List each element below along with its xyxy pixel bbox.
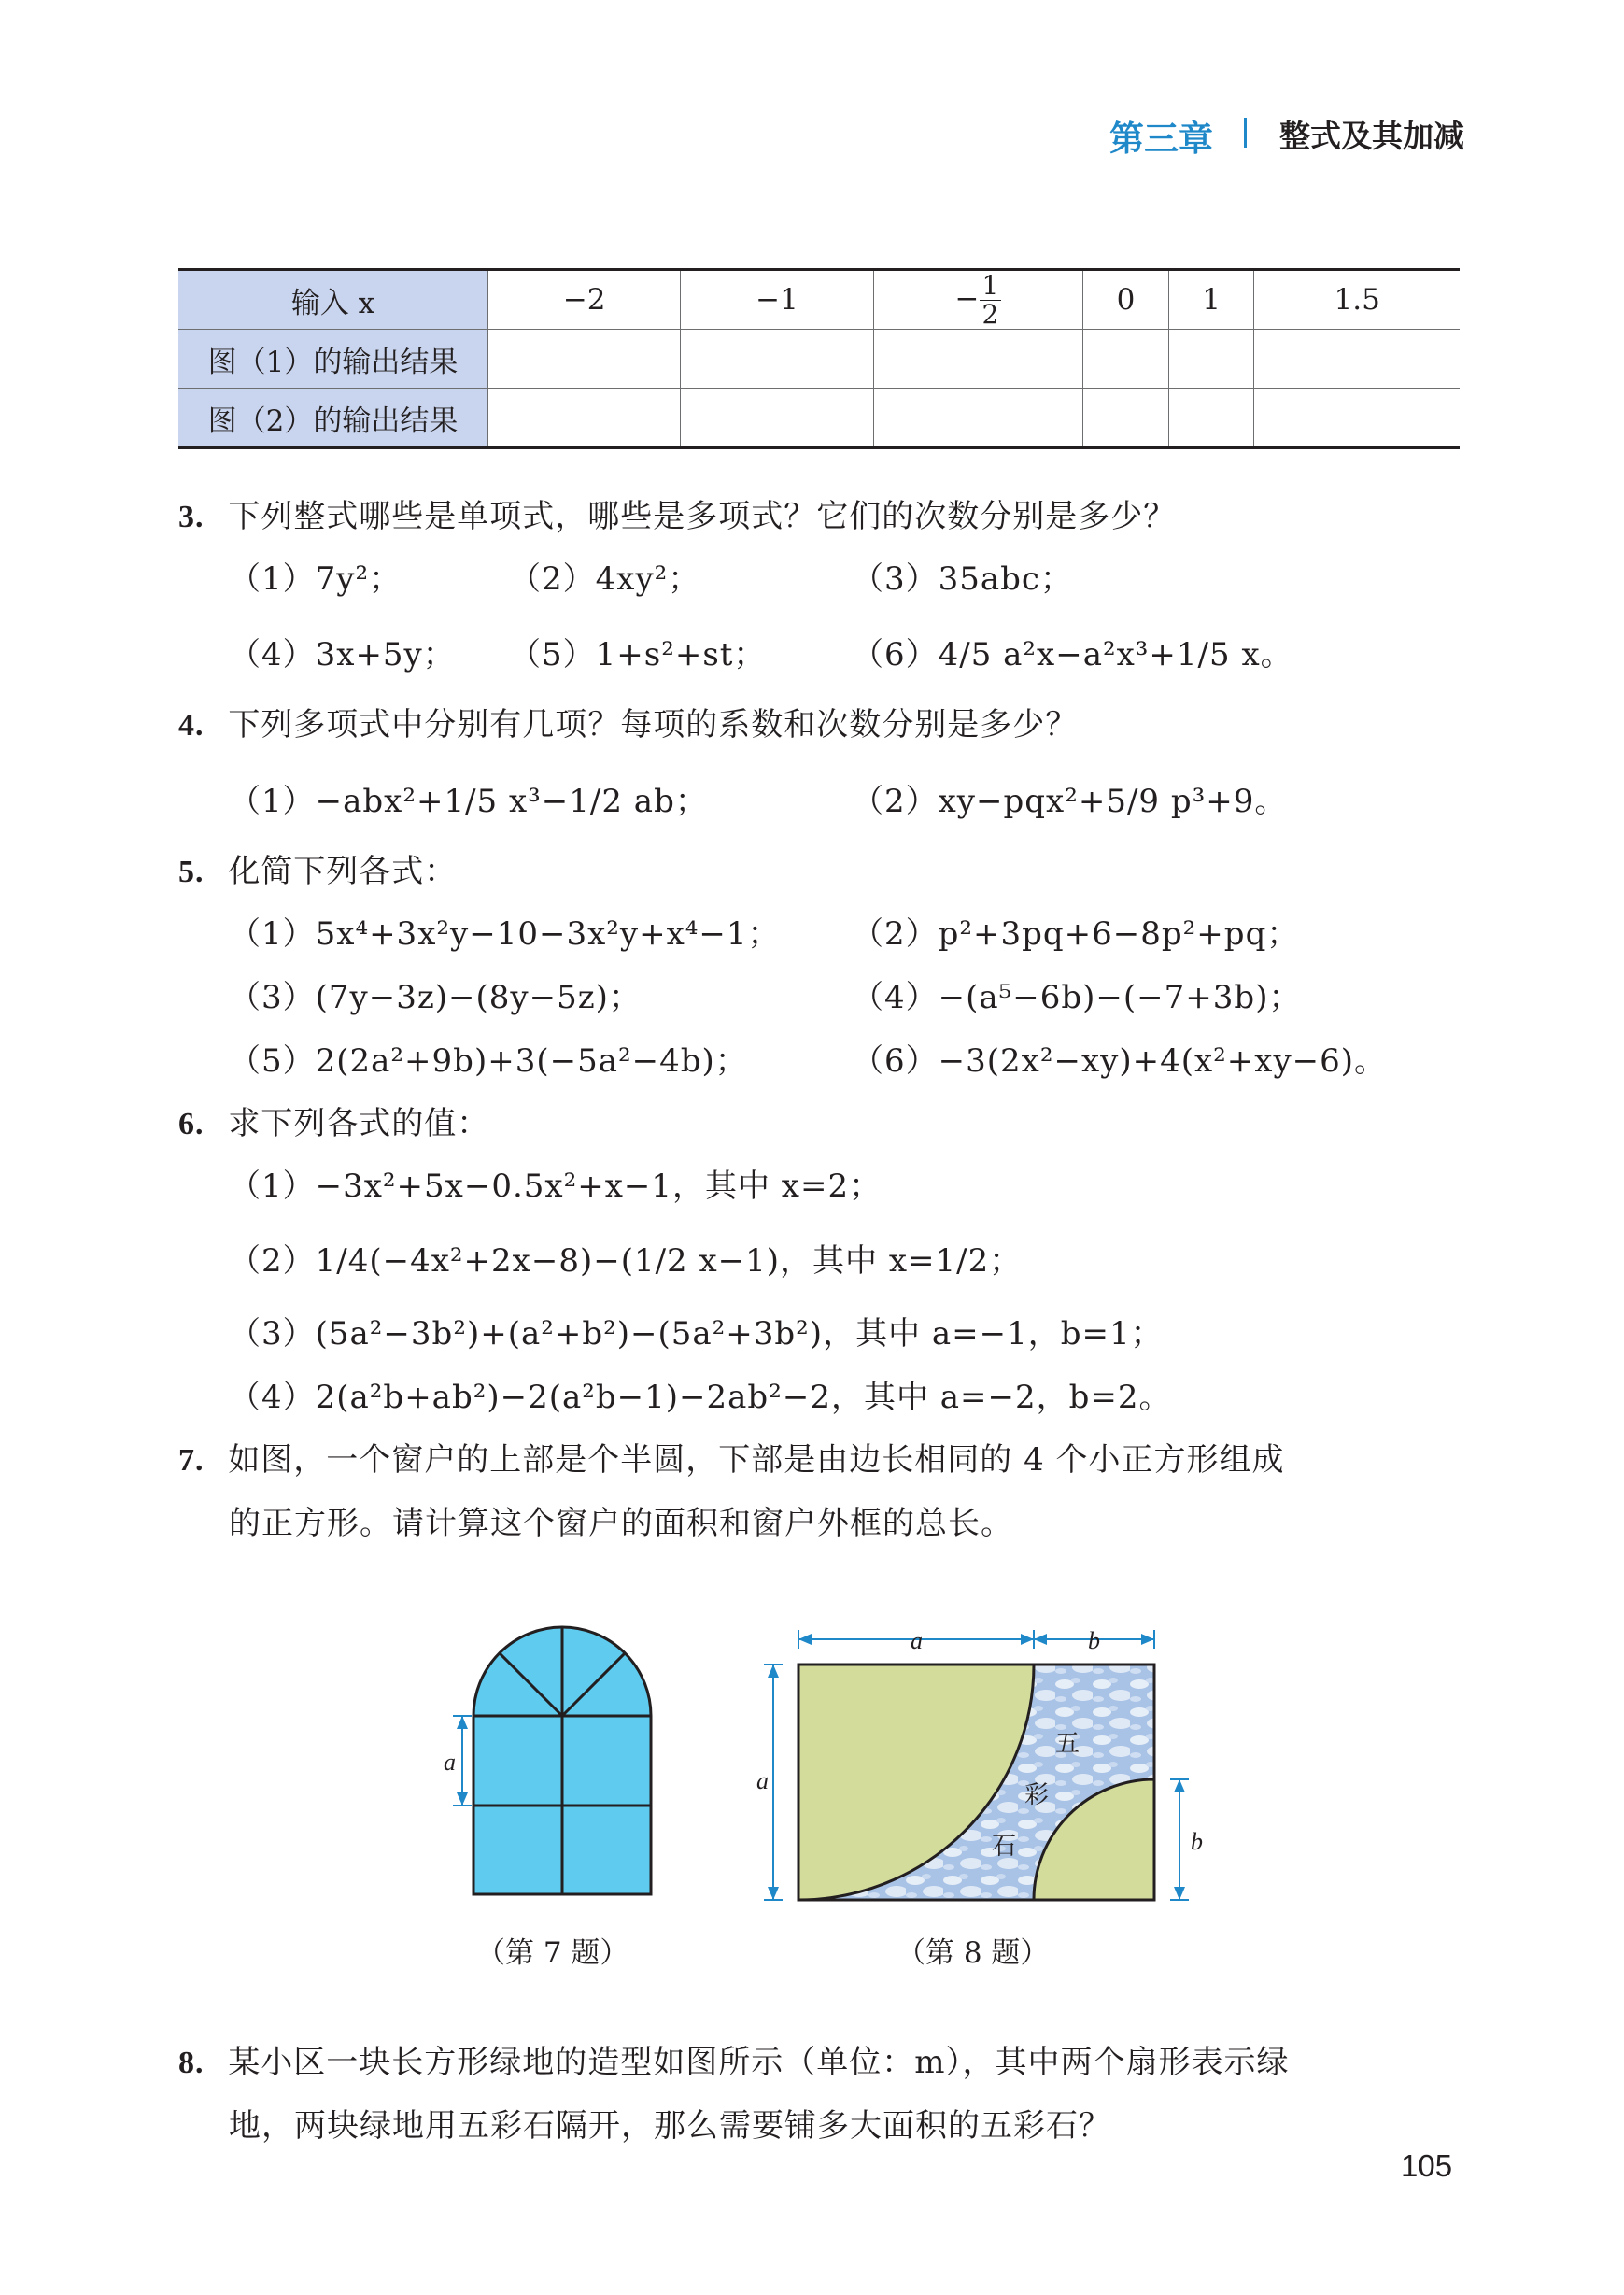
q4-item: （1）−abx²+1/5 x³−1/2 ab； — [229, 783, 708, 820]
q6-item: （1）−3x²+5x−0.5x²+x−1，其中 x=2； — [229, 1168, 883, 1205]
q3-item: （5）1+s²+st； — [509, 636, 767, 673]
stone-label-char: 彩 — [1024, 1781, 1050, 1809]
table-header-row — [178, 270, 1460, 330]
table-row-label: 图（2）的输出结果 — [178, 389, 488, 448]
question-text: 某小区一块长方形绿地的造型如图所示（单位：m），其中两个扇形表示绿 — [228, 2044, 1290, 2081]
table-cell-input: 1.5 — [1254, 270, 1460, 330]
arrow-up-icon — [1174, 1779, 1185, 1792]
question-text: 如图，一个窗户的上部是个半圆，下部是由边长相同的 4 个小正方形组成 — [228, 1441, 1285, 1479]
arrow-right-icon — [1141, 1634, 1154, 1645]
q5-item: （3）(7y−3z)−(8y−5z)； — [229, 979, 642, 1016]
input-label: 输入 x — [290, 286, 375, 320]
question-number: 8. — [178, 2046, 205, 2080]
arrow-down-icon — [457, 1792, 468, 1806]
fraction-numerator: 1 — [980, 273, 1002, 301]
question-number: 4. — [178, 708, 205, 743]
dimension-label-a: a — [444, 1749, 456, 1776]
q6-item: （2）1/4(−4x²+2x−8)−(1/2 x−1)，其中 x=1/2； — [229, 1242, 1023, 1280]
dimension-label-b: b — [1088, 1627, 1100, 1654]
dimension-label-a: a — [756, 1767, 769, 1794]
q5-item: （6）−3(2x²−xy)+4(x²+xy−6)。 — [852, 1042, 1388, 1080]
arrow-right-icon — [1021, 1634, 1034, 1645]
arrow-left-icon — [1034, 1634, 1047, 1645]
q3-item: （6）4/5 a²x−a²x³+1/5 x。 — [852, 636, 1293, 673]
fraction-denominator: 2 — [981, 298, 999, 330]
question-text-continued: 的正方形。请计算这个窗户的面积和窗户外框的总长。 — [229, 1505, 1013, 1542]
arrow-up-icon — [457, 1716, 468, 1729]
table-row — [178, 389, 1460, 448]
q3-item: （1）7y²； — [229, 560, 402, 598]
table-header-label — [178, 270, 488, 330]
arrow-down-icon — [1174, 1887, 1185, 1900]
window-figure — [439, 1611, 663, 1910]
dimension-label-b: b — [1191, 1828, 1203, 1855]
table-cell-empty — [1083, 330, 1169, 389]
question-number: 3. — [178, 500, 205, 534]
table-cell-input: 1 — [1168, 270, 1254, 330]
fraction-sign: − — [954, 281, 980, 316]
question-7 — [178, 1434, 1285, 1480]
q3-item: （2）4xy²； — [509, 560, 701, 598]
question-text: 下列整式哪些是单项式，哪些是多项式？它们的次数分别是多少？ — [228, 498, 1177, 535]
question-8 — [178, 2036, 1290, 2082]
stone-label-char: 五 — [1055, 1730, 1080, 1758]
q4-item: （2）xy−pqx²+5/9 p³+9。 — [852, 783, 1288, 820]
q6-item: （3）(5a²−3b²)+(a²+b²)−(5a²+3b²)，其中 a=−1，b=1； — [229, 1315, 1164, 1353]
table-cell-empty — [1168, 330, 1254, 389]
question-number: 5. — [178, 855, 205, 889]
question-text: 化简下列各式： — [228, 853, 458, 890]
fraction — [980, 269, 1002, 330]
table-cell-input: −2 — [488, 270, 681, 330]
arrow-down-icon — [768, 1887, 779, 1900]
header-divider — [1244, 118, 1247, 148]
question-number: 7. — [178, 1443, 205, 1478]
q5-item: （1）5x⁴+3x²y−10−3x²y+x⁴−1； — [229, 915, 781, 953]
table-cell-input-fraction — [873, 270, 1083, 330]
table-cell-input: −1 — [681, 270, 873, 330]
io-table — [178, 268, 1460, 449]
figure-7-caption: （第 7 题） — [476, 1936, 629, 1970]
table-cell-empty — [1254, 389, 1460, 448]
arrow-left-icon — [798, 1634, 812, 1645]
q6-item: （4）2(a²b+ab²)−2(a²b−1)−2ab²−2，其中 a=−2，b=2。 — [229, 1379, 1172, 1416]
q3-item: （3）35abc； — [852, 560, 1073, 598]
question-number: 6. — [178, 1107, 205, 1141]
chapter-label: 第三章 — [1109, 120, 1213, 158]
question-6 — [178, 1098, 489, 1143]
lawn-figure — [756, 1621, 1203, 1910]
question-3 — [178, 490, 1176, 536]
question-text: 求下列各式的值： — [228, 1105, 490, 1142]
table-cell-empty — [681, 330, 873, 389]
q5-item: （4）−(a⁵−6b)−(−7+3b)； — [852, 979, 1302, 1016]
chapter-title: 整式及其加减 — [1279, 119, 1464, 153]
table-row — [178, 330, 1460, 389]
question-text-continued: 地，两块绿地用五彩石隔开，那么需要铺多大面积的五彩石？ — [229, 2107, 1111, 2145]
table-cell-empty — [873, 389, 1083, 448]
page-number: 105 — [1401, 2148, 1453, 2183]
table-cell-input: 0 — [1083, 270, 1169, 330]
question-text: 下列多项式中分别有几项？每项的系数和次数分别是多少？ — [228, 706, 1079, 744]
dimension-label-a: a — [911, 1627, 923, 1654]
table-cell-empty — [681, 389, 873, 448]
stone-label-char: 石 — [992, 1833, 1017, 1861]
figure-8-caption: （第 8 题） — [897, 1936, 1050, 1970]
question-4 — [178, 699, 1078, 744]
arrow-up-icon — [768, 1665, 779, 1678]
table-cell-empty — [488, 330, 681, 389]
question-5 — [178, 845, 457, 891]
q3-item: （4）3x+5y； — [229, 636, 456, 673]
table-cell-empty — [1254, 330, 1460, 389]
table-cell-empty — [873, 330, 1083, 389]
table-cell-empty — [1168, 389, 1254, 448]
table-cell-empty — [1083, 389, 1169, 448]
table-row-label: 图（1）的输出结果 — [178, 330, 488, 389]
table-cell-empty — [488, 389, 681, 448]
q5-item: （2）p²+3pq+6−8p²+pq； — [852, 915, 1300, 953]
q5-item: （5）2(2a²+9b)+3(−5a²−4b)； — [229, 1042, 748, 1080]
